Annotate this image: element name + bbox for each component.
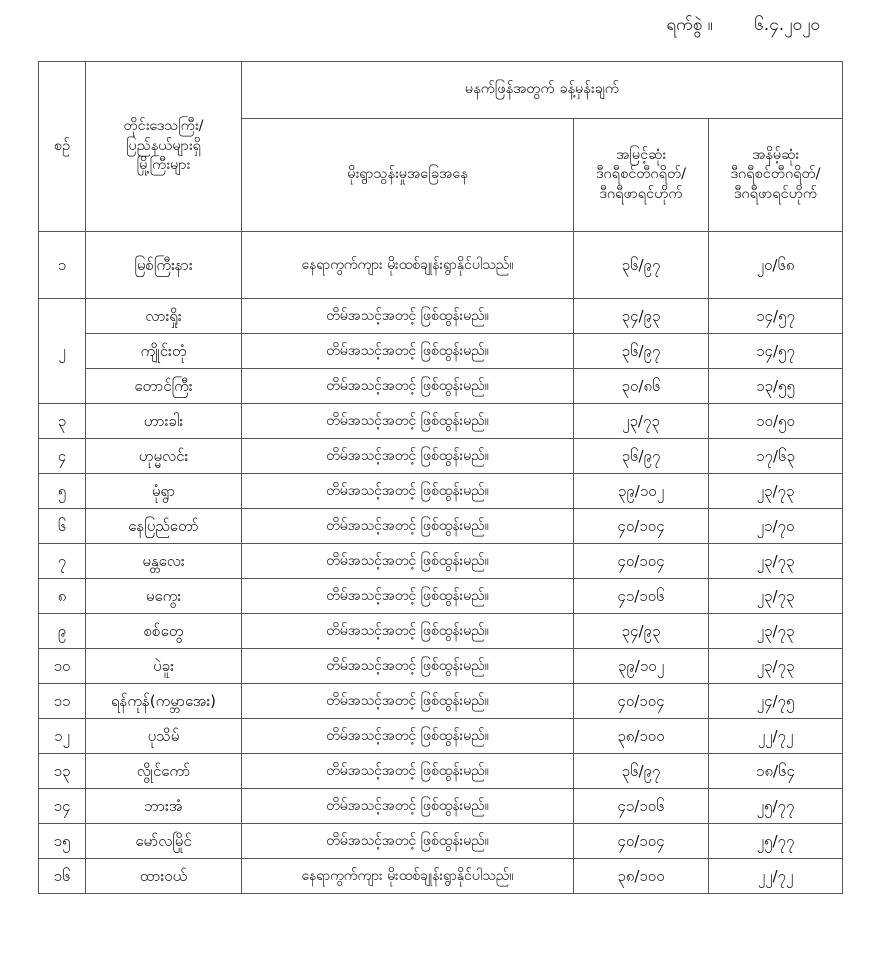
header-region-line-2: ပြည်နယ်များရှိ [126,137,201,154]
header-forecast-group: မနက်ဖြန်အတွက် ခန့်မှန်းချက် [242,62,843,119]
header-min-line-3: ဒီဂရီဖာရင်ဟိုက် [733,185,818,202]
table-row [39,334,843,369]
weather-forecast-table [38,61,843,894]
max-temp-cell: ၃၆/၉၇ [574,232,709,299]
table-row [39,474,843,509]
table-row [39,509,843,544]
max-temp-cell: ၃၄/၉၃ [574,299,709,334]
table-row [39,684,843,719]
header-min-line-1: အနိမ့်ဆုံး [752,146,799,163]
serial-cell: ၆ [39,509,86,544]
serial-cell: ၅ [39,474,86,509]
header-min-temp [709,119,843,232]
city-cell: ဟားခါး [86,404,242,439]
condition-cell: နေရာကွက်ကျား မိုးထစ်ချုန်းရွာနိုင်ပါသည်။ [242,859,574,894]
serial-cell: ၁၆ [39,859,86,894]
condition-cell: တိမ်အသင့်အတင့် ဖြစ်ထွန်းမည်။ [242,334,574,369]
min-temp-cell: ၁၀/၅၀ [709,404,843,439]
max-temp-cell: ၃၉/၁၀၂ [574,649,709,684]
table-row [39,824,843,859]
max-temp-cell: ၃၆/၉၇ [574,754,709,789]
header-max-line-3: ဒီဂရီဖာရင်ဟိုက် [599,185,683,202]
serial-cell: ၁၅ [39,824,86,859]
condition-cell: တိမ်အသင့်အတင့် ဖြစ်ထွန်းမည်။ [242,649,574,684]
max-temp-cell: ၄၀/၁၀၄ [574,684,709,719]
header-region [86,62,242,232]
condition-cell: တိမ်အသင့်အတင့် ဖြစ်ထွန်းမည်။ [242,754,574,789]
header-max-temp [574,119,709,232]
condition-cell: တိမ်အသင့်အတင့် ဖြစ်ထွန်းမည်။ [242,544,574,579]
max-temp-cell: ၄၀/၁၀၄ [574,544,709,579]
max-temp-cell: ၃၆/၉၇ [574,439,709,474]
max-temp-cell: ၃၈/၁၀၀ [574,859,709,894]
serial-cell: ၁ [39,232,86,299]
min-temp-cell: ၁၄/၅၇ [709,334,843,369]
city-cell: လွိုင်ကော် [86,754,242,789]
max-temp-cell: ၃၆/၉၇ [574,334,709,369]
serial-cell: ၁၁ [39,684,86,719]
city-cell: ပဲခူး [86,649,242,684]
city-cell: မော်လမြိုင် [86,824,242,859]
header-min-line-2: ဒီဂရီစင်တီဂရိတ်/ [730,166,821,183]
min-temp-cell: ၂၃/၇၃ [709,474,843,509]
table-row [39,299,843,334]
condition-cell: တိမ်အသင့်အတင့် ဖြစ်ထွန်းမည်။ [242,299,574,334]
city-cell: မကွေး [86,579,242,614]
city-cell: ထားဝယ် [86,859,242,894]
condition-cell: တိမ်အသင့်အတင့် ဖြစ်ထွန်းမည်။ [242,439,574,474]
max-temp-cell: ၃၈/၁၀၀ [574,719,709,754]
serial-cell: ၇ [39,544,86,579]
city-cell: မုံရွာ [86,474,242,509]
serial-cell: ၁၀ [39,649,86,684]
table-row [39,369,843,404]
header-region-line-3: မြို့ကြီးများ [136,157,191,174]
serial-cell: ၁၃ [39,754,86,789]
max-temp-cell: ၃၄/၉၃ [574,614,709,649]
table-row [39,614,843,649]
table-row [39,439,843,474]
condition-cell: တိမ်အသင့်အတင့် ဖြစ်ထွန်းမည်။ [242,789,574,824]
header-serial: စဉ် [39,62,86,232]
city-cell: တောင်ကြီး [86,369,242,404]
condition-cell: တိမ်အသင့်အတင့် ဖြစ်ထွန်းမည်။ [242,404,574,439]
date-value: ၆.၄.၂၀၂၀ [754,15,820,35]
date-label: ရက်စွဲ ။ [666,15,713,35]
serial-cell: ၄ [39,439,86,474]
table-row [39,789,843,824]
header-max-line-2: ဒီဂရီစင်တီဂရိတ်/ [595,166,687,183]
min-temp-cell: ၂၂/၇၂ [709,859,843,894]
min-temp-cell: ၂၁/၇၀ [709,509,843,544]
city-cell: နေပြည်တော် [86,509,242,544]
min-temp-cell: ၁၄/၅၇ [709,299,843,334]
table-row [39,544,843,579]
condition-cell: နေရာကွက်ကျား မိုးထစ်ချုန်းရွာနိုင်ပါသည်။ [242,232,574,299]
date-line [666,14,820,39]
condition-cell: တိမ်အသင့်အတင့် ဖြစ်ထွန်းမည်။ [242,579,574,614]
condition-cell: တိမ်အသင့်အတင့် ဖြစ်ထွန်းမည်။ [242,614,574,649]
max-temp-cell: ၃၀/၈၆ [574,369,709,404]
max-temp-cell: ၄၁/၁၀၆ [574,579,709,614]
city-cell: ရန်ကုန်(ကမ္ဘာအေး) [86,684,242,719]
condition-cell: တိမ်အသင့်အတင့် ဖြစ်ထွန်းမည်။ [242,509,574,544]
city-cell: မန္တလေး [86,544,242,579]
table-row [39,579,843,614]
min-temp-cell: ၂၀/၆၈ [709,232,843,299]
serial-cell: ၁၂ [39,719,86,754]
table-row [39,404,843,439]
city-cell: ဘားအံ [86,789,242,824]
min-temp-cell: ၂၅/၇၇ [709,824,843,859]
condition-cell: တိမ်အသင့်အတင့် ဖြစ်ထွန်းမည်။ [242,369,574,404]
min-temp-cell: ၂၃/၇၃ [709,544,843,579]
min-temp-cell: ၂၃/၇၃ [709,614,843,649]
max-temp-cell: ၄၀/၁၀၄ [574,509,709,544]
city-cell: မြစ်ကြီးနား [86,232,242,299]
table-row [39,754,843,789]
serial-cell: ၈ [39,579,86,614]
city-cell: ကျိုင်းတုံ [86,334,242,369]
max-temp-cell: ၂၃/၇၃ [574,404,709,439]
max-temp-cell: ၃၉/၁၀၂ [574,474,709,509]
table-row [39,649,843,684]
condition-cell: တိမ်အသင့်အတင့် ဖြစ်ထွန်းမည်။ [242,684,574,719]
table-row [39,232,843,299]
min-temp-cell: ၂၃/၇၃ [709,649,843,684]
city-cell: စစ်တွေ [86,614,242,649]
min-temp-cell: ၁၇/၆၃ [709,439,843,474]
city-cell: လားရှိုး [86,299,242,334]
table-header [39,62,843,232]
condition-cell: တိမ်အသင့်အတင့် ဖြစ်ထွန်းမည်။ [242,474,574,509]
table-body [39,232,843,894]
min-temp-cell: ၂၂/၇၂ [709,719,843,754]
header-region-line-1: တိုင်းဒေသကြီး/ [123,118,204,135]
city-cell: ဟုမ္မလင်း [86,439,242,474]
header-max-line-1: အမြင့်ဆုံး [616,146,666,163]
serial-cell: ၁၄ [39,789,86,824]
city-cell: ပုသိမ် [86,719,242,754]
header-rain-condition: မိုးရွာသွန်းမှုအခြေအနေ [242,119,574,232]
min-temp-cell: ၂၄/၇၅ [709,684,843,719]
max-temp-cell: ၄၁/၁၀၆ [574,789,709,824]
condition-cell: တိမ်အသင့်အတင့် ဖြစ်ထွန်းမည်။ [242,719,574,754]
max-temp-cell: ၄၀/၁၀၄ [574,824,709,859]
table-row [39,859,843,894]
table-row [39,719,843,754]
min-temp-cell: ၂၃/၇၃ [709,579,843,614]
min-temp-cell: ၂၅/၇၇ [709,789,843,824]
min-temp-cell: ၁၃/၅၅ [709,369,843,404]
condition-cell: တိမ်အသင့်အတင့် ဖြစ်ထွန်းမည်။ [242,824,574,859]
serial-cell: ၂ [39,299,86,404]
serial-cell: ၃ [39,404,86,439]
serial-cell: ၉ [39,614,86,649]
min-temp-cell: ၁၈/၆၄ [709,754,843,789]
